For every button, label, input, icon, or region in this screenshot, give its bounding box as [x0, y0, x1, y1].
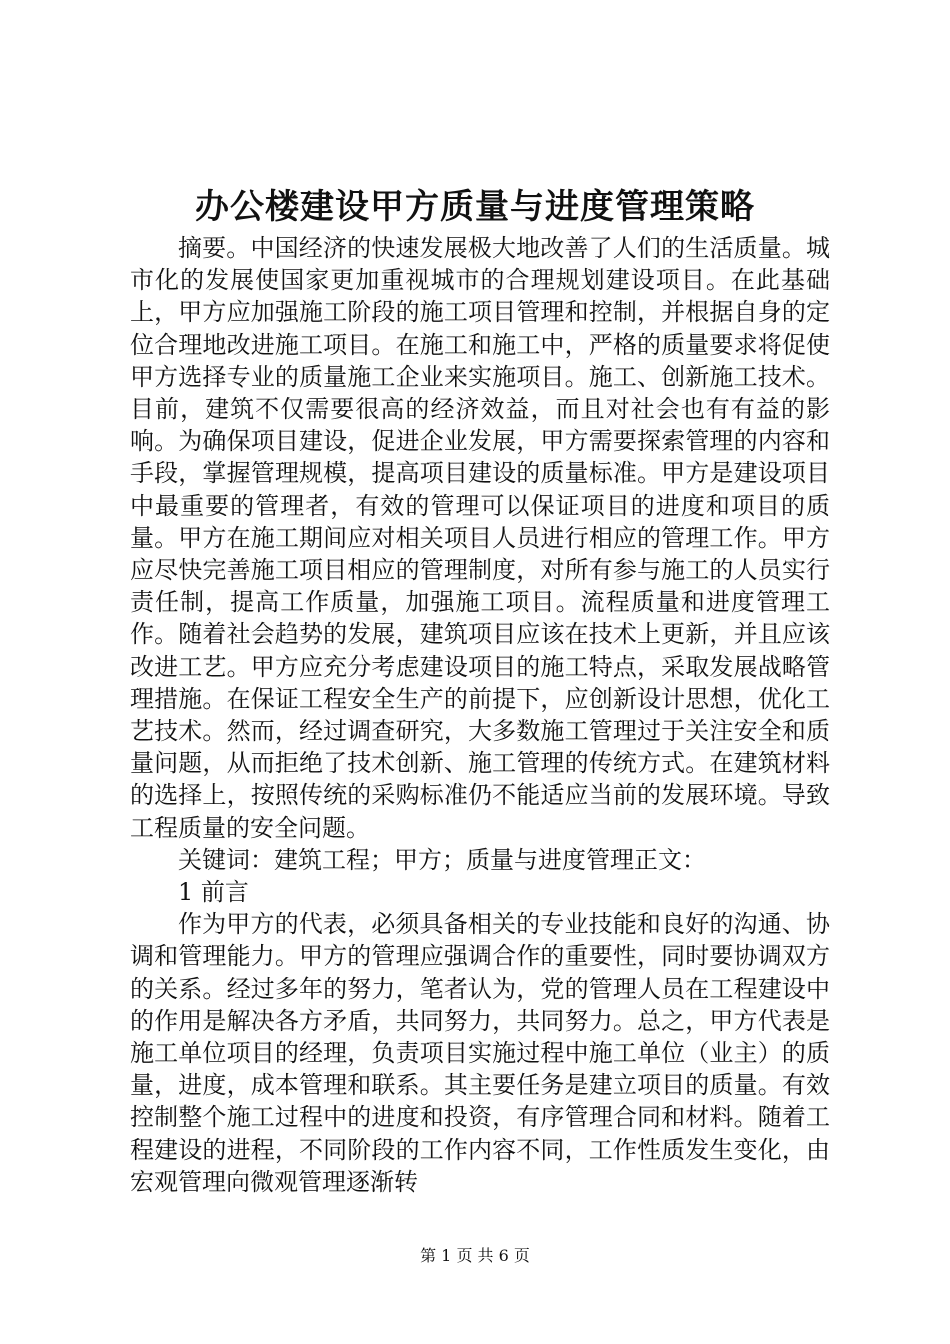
abstract-paragraph: 摘要。中国经济的快速发展极大地改善了人们的生活质量。城市化的发展使国家更加重视城市的合理规划建设项目。在此基础上，甲方应加强施工阶段的施工项目管理和控制，并根据自身的定位合理地改进施工项目。在施工和施工中，严格的质量要求将促使甲方选择专业的质量施工企业来实施项目。施工、创新施工技术。目前，建筑不仅需要很高的经济效益，而且对社会也有有益的影响。为确保项目建设，促进企业发展，甲方需要探索管理的内容和手段，掌握管理规模，提高项目建设的质量标准。甲方是建设项目中最重要的管理者，有效的管理可以保证项目的进度和项目的质量。甲方在施工期间应对相关项目人员进行相应的管理工作。甲方应尽快完善施工项目相应的管理制度，对所有参与施工的人员实行责任制，提高工作质量，加强施工项目。流程质量和进度管理工作。随着社会趋势的发展，建筑项目应该在技术上更新，并且应该改进工艺。甲方应充分考虑建设项目的施工特点，采取发展战略管理措施。在保证工程安全生产的前提下，应创新设计思想，优化工艺技术。然而，经过调查研究，大多数施工管理过于关注安全和质量问题，从而拒绝了技术创新、施工管理的传统方式。在建筑材料的选择上，按照传统的采购标准仍不能适应当前的发展环境。导致工程质量的安全问题。 [130, 234, 830, 842]
section-heading-introduction: 1 前言 [178, 878, 249, 907]
document-title: 办公楼建设甲方质量与进度管理策略 [195, 187, 755, 227]
document-body [130, 232, 830, 1198]
page-footer: 第 1 页 共 6 页 [420, 1246, 530, 1265]
keywords-paragraph: 关键词：建筑工程；甲方；质量与进度管理正文： [178, 845, 706, 874]
introduction-paragraph: 作为甲方的代表，必须具备相关的专业技能和良好的沟通、协调和管理能力。甲方的管理应强调合作的重要性，同时要协调双方的关系。经过多年的努力，笔者认为，党的管理人员在工程建设中的作用是解决各方矛盾，共同努力，共同努力。总之，甲方代表是施工单位项目的经理，负责项目实施过程中施工单位（业主）的质量，进度，成本管理和联系。其主要任务是建立项目的质量。有效控制整个施工过程中的进度和投资，有序管理合同和材料。随着工程建设的进程，不同阶段的工作内容不同，工作性质发生变化，由宏观管理向微观管理逐渐转 [130, 910, 830, 1196]
